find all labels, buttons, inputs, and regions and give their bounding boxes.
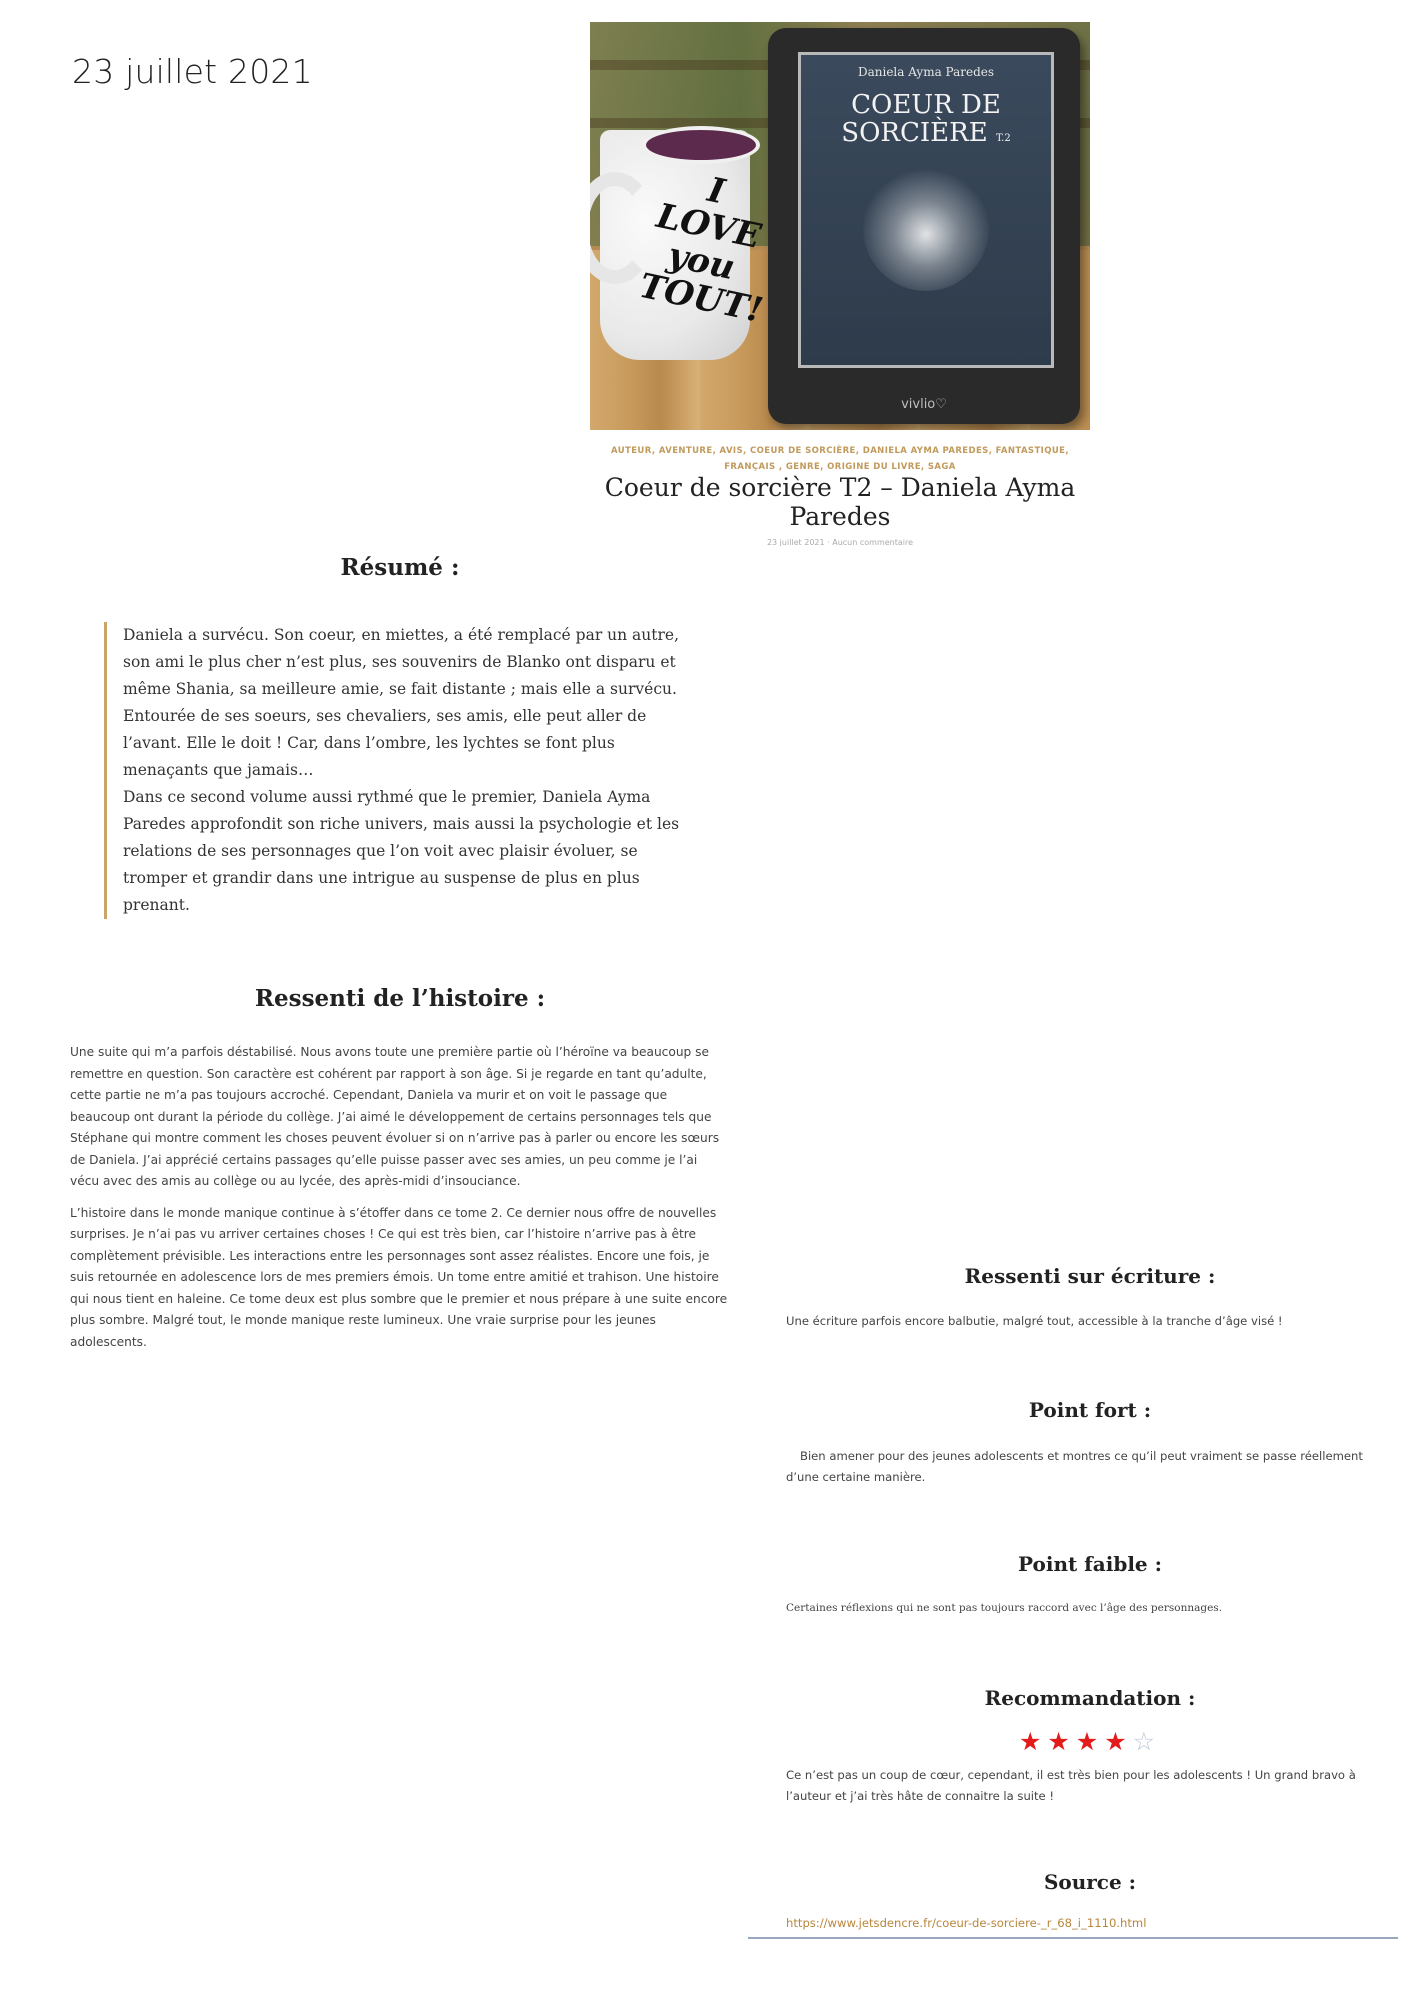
resume-heading: Résumé :: [340, 554, 460, 581]
ecriture-text: [786, 1311, 1386, 1342]
resume-blockquote: [104, 622, 703, 919]
resume-paragraph: Dans ce second volume aussi rythmé que le premier, Daniela Ayma Paredes approfondit son riche univers, mais aussi la psychologie et les relations de ses personnages que l’on voit avec plaisir évoluer, se tromper et grandir dans une intrigue au suspense de plus en plus prenant.: [123, 788, 680, 914]
ereader-screen: [798, 52, 1054, 368]
cover-photo: [590, 22, 1090, 430]
star-rating: [790, 1727, 1390, 1756]
ereader-brand: vivlio♡: [901, 397, 947, 412]
source-link[interactable]: https://www.jetsdencre.fr/coeur-de-sorciere-_r_68_i_1110.html: [786, 1916, 1147, 1930]
point-faible-paragraph: Certaines réflexions qui ne sont pas toujours raccord avec l’âge des personnages.: [786, 1602, 1223, 1614]
point-fort-paragraph: Bien amener pour des jeunes adolescents et montres ce qu’il peut vraiment se passe réellement d’une certaine manière.: [786, 1449, 1363, 1484]
ecriture-paragraph: Une écriture parfois encore balbutie, malgré tout, accessible à la tranche d’âge visé !: [786, 1314, 1283, 1328]
resume-paragraph: Daniela a survécu. Son coeur, en miettes, a été remplacé par un autre, son ami le plus cher n’est plus, ses souvenirs de Blanko ont disparu et même Shania, sa meilleure amie, se fait distante ; mais elle a survécu. Entourée de ses soeurs, ses chevaliers, ses amis, elle peut aller de l’avant. Elle le doit ! Car, dans l’ombre, les lychtes se font plus menaçants que jamais…: [123, 626, 680, 779]
star-empty-icon: ☆: [1132, 1727, 1162, 1756]
histoire-text: [70, 1042, 730, 1363]
source-heading: Source :: [1043, 1870, 1137, 1894]
star-filled-icon: ★: [1104, 1727, 1133, 1756]
point-faible-heading: Point faible :: [1018, 1552, 1162, 1576]
recommandation-text: [786, 1765, 1386, 1817]
divider: [748, 1937, 1398, 1939]
point-fort-text: [786, 1446, 1386, 1498]
point-faible-text: [786, 1598, 1386, 1629]
cover-title: [801, 91, 1051, 153]
post-tags[interactable]: AUTEUR, AVENTURE, AVIS, COEUR DE SORCIÈRE, DANIELA AYMA PAREDES, FANTASTIQUE, FRANÇAIS , GENRE, ORIGINE DU LIVRE, SAGA: [611, 446, 1069, 472]
mug-text: I LOVE you TOUT!: [635, 169, 767, 331]
histoire-heading: Ressenti de l’histoire :: [254, 985, 546, 1012]
histoire-paragraph: Une suite qui m’a parfois déstabilisé. Nous avons toute une première partie où l’héroïne va beaucoup se remettre en question. Son caractère est cohérent par rapport à son âge. Si je regarde en tant qu’adulte, cette partie ne m’a pas toujours accroché. Cependant, Daniela va murir et on voit le passage que beaucoup ont durant la période du collège. J’ai aimé le développement de certains personnages tels que Stéphane qui montre comment les choses peuvent évoluer si on n’arrive pas à parler ou encore les sœurs de Daniela. J’ai apprécié certains passages qu’elle puisse passer avec ses amies, un peu comme je l’ai vécu avec des amis au collège ou au lycée, des après-midi d’insouciance.: [70, 1045, 720, 1188]
ereader-image: [768, 28, 1080, 424]
star-filled-icon: ★: [1018, 1727, 1048, 1756]
post-date: 23 juillet 2021: [72, 52, 313, 91]
star-filled-icon: ★: [1075, 1727, 1105, 1756]
point-fort-heading: Point fort :: [1028, 1398, 1152, 1422]
cover-tome: T.2: [995, 133, 1011, 144]
ecriture-heading: Ressenti sur écriture :: [964, 1264, 1216, 1288]
recommandation-heading: Recommandation :: [984, 1686, 1196, 1710]
post-meta: 23 juillet 2021 · Aucun commentaire: [766, 538, 914, 546]
star-filled-icon: ★: [1047, 1727, 1076, 1756]
cover-title-text: COEUR DE SORCIÈRE: [841, 90, 1001, 148]
heart-illustration: [863, 165, 989, 291]
cover-author: Daniela Ayma Paredes: [857, 65, 995, 79]
histoire-paragraph: L’histoire dans le monde manique continue à s’étoffer dans ce tome 2. Ce dernier nous offre de nouvelles surprises. Je n’ai pas vu arriver certaines choses ! Ce qui est très bien, car l’histoire n’arrive pas à être complètement prévisible. Les interactions entre les personnages sont assez réalistes. Encore une fois, je suis retournée en adolescence lors de mes premiers émois. Un tome entre amitié et trahison. Une histoire qui nous tient en haleine. Ce tome deux est plus sombre que le premier et nous prépare à une suite encore plus sombre. Malgré tout, le monde manique reste lumineux. Une vraie surprise pour les jeunes adolescents.: [70, 1205, 728, 1349]
recommandation-paragraph: Ce n’est pas un coup de cœur, cependant, il est très bien pour les adolescents ! Un grand bravo à l’auteur et j’ai très hâte de connaitre la suite !: [786, 1768, 1356, 1803]
post-title[interactable]: Coeur de sorcière T2 – Daniela Ayma Paredes: [604, 473, 1076, 531]
mug-rim: [642, 126, 760, 164]
